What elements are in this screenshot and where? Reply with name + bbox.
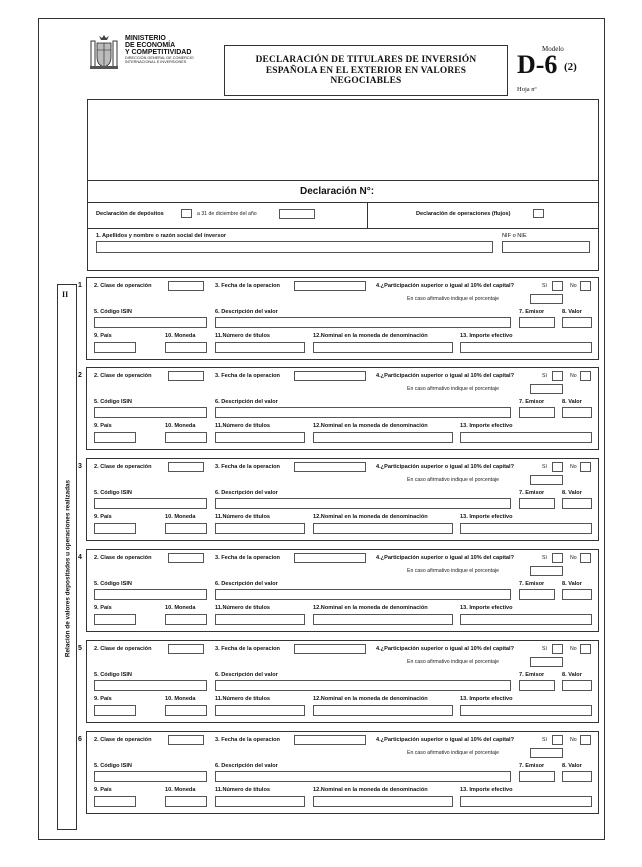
ministry-line-3: Y COMPETITIVIDAD (125, 49, 192, 56)
nominal-label: 12.Nominal en la moneda de denominación (313, 423, 428, 429)
porcentaje-input[interactable] (530, 294, 563, 304)
importe-label: 13. Importe efectivo (460, 333, 513, 339)
nominal-label: 12.Nominal en la moneda de denominación (313, 787, 428, 793)
no-checkbox[interactable] (580, 371, 591, 381)
porcentaje-label: En caso afirmativo indique el porcentaje (407, 477, 499, 483)
titulos-input[interactable] (215, 523, 305, 534)
moneda-input[interactable] (165, 614, 207, 625)
operaciones-checkbox[interactable] (533, 209, 544, 218)
valor-label: 8. Valor (562, 309, 582, 315)
porcentaje-input[interactable] (530, 657, 563, 667)
participacion-label: 4.¿Participación superior o igual al 10% del capital? (376, 373, 515, 379)
no-label: No (570, 464, 577, 470)
importe-input[interactable] (460, 342, 592, 353)
block-number: 5 (78, 645, 82, 652)
emisor-input[interactable] (519, 407, 555, 418)
importe-input[interactable] (460, 796, 592, 807)
divider (88, 202, 598, 203)
importe-label: 13. Importe efectivo (460, 605, 513, 611)
nominal-input[interactable] (313, 342, 453, 353)
moneda-label: 10. Moneda (165, 605, 196, 611)
clase-operacion-label: 2. Clase de operación (94, 283, 152, 289)
form-page (38, 18, 605, 840)
porcentaje-label: En caso afirmativo indique el porcentaje (407, 568, 499, 574)
valor-label: 8. Valor (562, 763, 582, 769)
nominal-input[interactable] (313, 432, 453, 443)
investor-name-input[interactable] (96, 241, 493, 253)
ministry-sub-2: INTERNACIONAL E INVERSIONES (125, 60, 187, 65)
isin-input[interactable] (94, 407, 207, 418)
depositos-checkbox[interactable] (181, 209, 192, 218)
descripcion-input[interactable] (215, 407, 511, 418)
pais-label: 9. País (94, 787, 112, 793)
fecha-operacion-input[interactable] (294, 371, 366, 381)
fecha-operacion-input[interactable] (294, 553, 366, 563)
operation-block (86, 277, 599, 360)
modelo-label: Modelo (542, 45, 564, 53)
nominal-label: 12.Nominal en la moneda de denominación (313, 696, 428, 702)
valor-input[interactable] (562, 680, 592, 691)
block-number: 3 (78, 463, 82, 470)
descripcion-input[interactable] (215, 771, 511, 782)
isin-label: 5. Código ISIN (94, 581, 132, 587)
si-label: Sí (542, 464, 547, 470)
participacion-label: 4.¿Participación superior o igual al 10% del capital? (376, 737, 515, 743)
nif-input[interactable] (502, 241, 590, 253)
si-label: Sí (542, 737, 547, 743)
pais-label: 9. País (94, 423, 112, 429)
no-checkbox[interactable] (580, 735, 591, 745)
declaration-section (87, 99, 599, 271)
valor-label: 8. Valor (562, 399, 582, 405)
titulos-input[interactable] (215, 796, 305, 807)
emisor-label: 7. Emisor (519, 763, 545, 769)
si-checkbox[interactable] (552, 462, 563, 472)
valor-label: 8. Valor (562, 672, 582, 678)
porcentaje-input[interactable] (530, 475, 563, 485)
nominal-label: 12.Nominal en la moneda de denominación (313, 514, 428, 520)
si-checkbox[interactable] (552, 371, 563, 381)
descripcion-input[interactable] (215, 680, 511, 691)
isin-label: 5. Código ISIN (94, 399, 132, 405)
pais-input[interactable] (94, 705, 136, 716)
importe-label: 13. Importe efectivo (460, 423, 513, 429)
importe-input[interactable] (460, 432, 592, 443)
fecha-operacion-label: 3. Fecha de la operacion (215, 464, 280, 470)
clase-operacion-label: 2. Clase de operación (94, 464, 152, 470)
emisor-label: 7. Emisor (519, 672, 545, 678)
isin-label: 5. Código ISIN (94, 309, 132, 315)
descripcion-label: 6. Descripción del valor (215, 399, 278, 405)
participacion-label: 4.¿Participación superior o igual al 10% del capital? (376, 646, 515, 652)
nominal-input[interactable] (313, 705, 453, 716)
fecha-operacion-label: 3. Fecha de la operacion (215, 646, 280, 652)
ministry-sub-1: DIRECCIÓN GENERAL DE COMERCIO (125, 56, 194, 60)
si-label: Sí (542, 283, 547, 289)
fecha-operacion-input[interactable] (294, 644, 366, 654)
descripcion-label: 6. Descripción del valor (215, 763, 278, 769)
valor-input[interactable] (562, 317, 592, 328)
divider (88, 228, 598, 229)
descripcion-input[interactable] (215, 317, 511, 328)
pais-label: 9. País (94, 333, 112, 339)
clase-operacion-input[interactable] (168, 281, 204, 291)
importe-input[interactable] (460, 523, 592, 534)
hoja-label: Hoja nº (517, 86, 537, 93)
pais-label: 9. País (94, 605, 112, 611)
porcentaje-input[interactable] (530, 748, 563, 758)
moneda-input[interactable] (165, 705, 207, 716)
ministry-block (125, 35, 194, 65)
no-label: No (570, 646, 577, 652)
valor-input[interactable] (562, 407, 592, 418)
si-checkbox[interactable] (552, 644, 563, 654)
fecha-operacion-label: 3. Fecha de la operacion (215, 373, 280, 379)
no-checkbox[interactable] (580, 553, 591, 563)
porcentaje-input[interactable] (530, 566, 563, 576)
emisor-input[interactable] (519, 680, 555, 691)
isin-label: 5. Código ISIN (94, 672, 132, 678)
pais-label: 9. País (94, 696, 112, 702)
importe-label: 13. Importe efectivo (460, 514, 513, 520)
isin-input[interactable] (94, 498, 207, 509)
porcentaje-label: En caso afirmativo indique el porcentaje (407, 659, 499, 665)
fecha-operacion-label: 3. Fecha de la operacion (215, 737, 280, 743)
porcentaje-label: En caso afirmativo indique el porcentaje (407, 296, 499, 302)
operaciones-label: Declaración de operaciones (flujos) (416, 211, 511, 217)
emisor-label: 7. Emisor (519, 399, 545, 405)
pais-input[interactable] (94, 432, 136, 443)
form-title-line-1: DECLARACIÓN DE TITULARES DE INVERSIÓN (255, 55, 477, 65)
titulos-label: 11.Número de títulos (215, 605, 271, 611)
titulos-label: 11.Número de títulos (215, 333, 271, 339)
moneda-input[interactable] (165, 796, 207, 807)
si-label: Sí (542, 555, 547, 561)
si-label: Sí (542, 373, 547, 379)
porcentaje-label: En caso afirmativo indique el porcentaje (407, 750, 499, 756)
emisor-label: 7. Emisor (519, 309, 545, 315)
fecha-operacion-label: 3. Fecha de la operacion (215, 283, 280, 289)
depositos-label: Declaración de depósitos (96, 211, 164, 217)
pais-input[interactable] (94, 614, 136, 625)
descripcion-label: 6. Descripción del valor (215, 581, 278, 587)
isin-label: 5. Código ISIN (94, 490, 132, 496)
operation-block (86, 640, 599, 723)
form-title-line-3: NEGOCIABLES (330, 76, 402, 86)
investor-label: 1. Apellidos y nombre o razón social del inversor (96, 233, 227, 239)
fecha-operacion-input[interactable] (294, 462, 366, 472)
clase-operacion-label: 2. Clase de operación (94, 555, 152, 561)
emisor-label: 7. Emisor (519, 581, 545, 587)
nif-label: NIF o NIE (502, 233, 527, 239)
isin-input[interactable] (94, 317, 207, 328)
moneda-label: 10. Moneda (165, 423, 196, 429)
nominal-input[interactable] (313, 614, 453, 625)
section-ii-sidebar (57, 284, 77, 830)
block-number: 2 (78, 372, 82, 379)
coat-of-arms-icon (89, 33, 119, 71)
emisor-input[interactable] (519, 589, 555, 600)
isin-label: 5. Código ISIN (94, 763, 132, 769)
moneda-label: 10. Moneda (165, 333, 196, 339)
block-number: 6 (78, 736, 82, 743)
clase-operacion-input[interactable] (168, 553, 204, 563)
clase-operacion-label: 2. Clase de operación (94, 646, 152, 652)
participacion-label: 4.¿Participación superior o igual al 10% del capital? (376, 464, 515, 470)
titulos-input[interactable] (215, 432, 305, 443)
operation-block (86, 731, 599, 814)
importe-label: 13. Importe efectivo (460, 787, 513, 793)
nominal-input[interactable] (313, 796, 453, 807)
form-title-box (224, 45, 508, 96)
moneda-label: 10. Moneda (165, 787, 196, 793)
operation-block (86, 458, 599, 541)
participacion-label: 4.¿Participación superior o igual al 10% del capital? (376, 555, 515, 561)
nominal-label: 12.Nominal en la moneda de denominación (313, 333, 428, 339)
clase-operacion-input[interactable] (168, 371, 204, 381)
descripcion-label: 6. Descripción del valor (215, 309, 278, 315)
modelo-copy: (2) (564, 61, 577, 73)
fecha-anio-label: a 31 de diciembre del año (197, 211, 257, 217)
si-checkbox[interactable] (552, 735, 563, 745)
ministry-line-2: DE ECONOMÍA (125, 42, 176, 49)
descripcion-label: 6. Descripción del valor (215, 672, 278, 678)
no-label: No (570, 737, 577, 743)
no-checkbox[interactable] (580, 281, 591, 291)
operation-block (86, 367, 599, 450)
section-vertical-label: Relación de valores depositados u operaciones realizadas (64, 479, 72, 658)
si-label: Sí (542, 646, 547, 652)
anio-input[interactable] (279, 209, 315, 219)
importe-input[interactable] (460, 614, 592, 625)
pais-label: 9. País (94, 514, 112, 520)
divider (367, 202, 368, 228)
emisor-label: 7. Emisor (519, 490, 545, 496)
no-checkbox[interactable] (580, 644, 591, 654)
porcentaje-label: En caso afirmativo indique el porcentaje (407, 386, 499, 392)
si-checkbox[interactable] (552, 281, 563, 291)
valor-label: 8. Valor (562, 581, 582, 587)
no-label: No (570, 373, 577, 379)
valor-input[interactable] (562, 589, 592, 600)
moneda-label: 10. Moneda (165, 696, 196, 702)
modelo-code: D-6 (517, 50, 558, 79)
titulos-input[interactable] (215, 705, 305, 716)
importe-input[interactable] (460, 705, 592, 716)
pais-input[interactable] (94, 796, 136, 807)
moneda-input[interactable] (165, 432, 207, 443)
nominal-input[interactable] (313, 523, 453, 534)
clase-operacion-label: 2. Clase de operación (94, 737, 152, 743)
titulos-label: 11.Número de títulos (215, 423, 271, 429)
clase-operacion-input[interactable] (168, 644, 204, 654)
descripcion-label: 6. Descripción del valor (215, 490, 278, 496)
fecha-operacion-input[interactable] (294, 281, 366, 291)
no-label: No (570, 555, 577, 561)
participacion-label: 4.¿Participación superior o igual al 10% del capital? (376, 283, 515, 289)
moneda-input[interactable] (165, 523, 207, 534)
valor-input[interactable] (562, 771, 592, 782)
emisor-input[interactable] (519, 498, 555, 509)
moneda-input[interactable] (165, 342, 207, 353)
emisor-input[interactable] (519, 771, 555, 782)
titulos-label: 11.Número de títulos (215, 696, 271, 702)
titulos-label: 11.Número de títulos (215, 514, 271, 520)
declaration-number-label: Declaración N°: (300, 186, 375, 197)
block-number: 1 (78, 282, 82, 289)
fecha-operacion-label: 3. Fecha de la operacion (215, 555, 280, 561)
clase-operacion-input[interactable] (168, 735, 204, 745)
clase-operacion-label: 2. Clase de operación (94, 373, 152, 379)
fecha-operacion-input[interactable] (294, 735, 366, 745)
si-checkbox[interactable] (552, 553, 563, 563)
isin-input[interactable] (94, 680, 207, 691)
form-title-line-2: ESPAÑOLA EN EL EXTERIOR EN VALORES (265, 65, 467, 76)
pais-input[interactable] (94, 342, 136, 353)
titulos-input[interactable] (215, 342, 305, 353)
isin-input[interactable] (94, 589, 207, 600)
titulos-input[interactable] (215, 614, 305, 625)
no-label: No (570, 283, 577, 289)
emisor-input[interactable] (519, 317, 555, 328)
isin-input[interactable] (94, 771, 207, 782)
descripcion-input[interactable] (215, 498, 511, 509)
ministry-line-1: MINISTERIO (125, 35, 166, 42)
section-roman: II (62, 290, 69, 299)
block-number: 4 (78, 554, 82, 561)
moneda-label: 10. Moneda (165, 514, 196, 520)
operation-block (86, 549, 599, 632)
pais-input[interactable] (94, 523, 136, 534)
valor-input[interactable] (562, 498, 592, 509)
porcentaje-input[interactable] (530, 384, 563, 394)
titulos-label: 11.Número de títulos (215, 787, 271, 793)
divider (88, 180, 598, 181)
importe-label: 13. Importe efectivo (460, 696, 513, 702)
descripcion-input[interactable] (215, 589, 511, 600)
clase-operacion-input[interactable] (168, 462, 204, 472)
valor-label: 8. Valor (562, 490, 582, 496)
nominal-label: 12.Nominal en la moneda de denominación (313, 605, 428, 611)
no-checkbox[interactable] (580, 462, 591, 472)
